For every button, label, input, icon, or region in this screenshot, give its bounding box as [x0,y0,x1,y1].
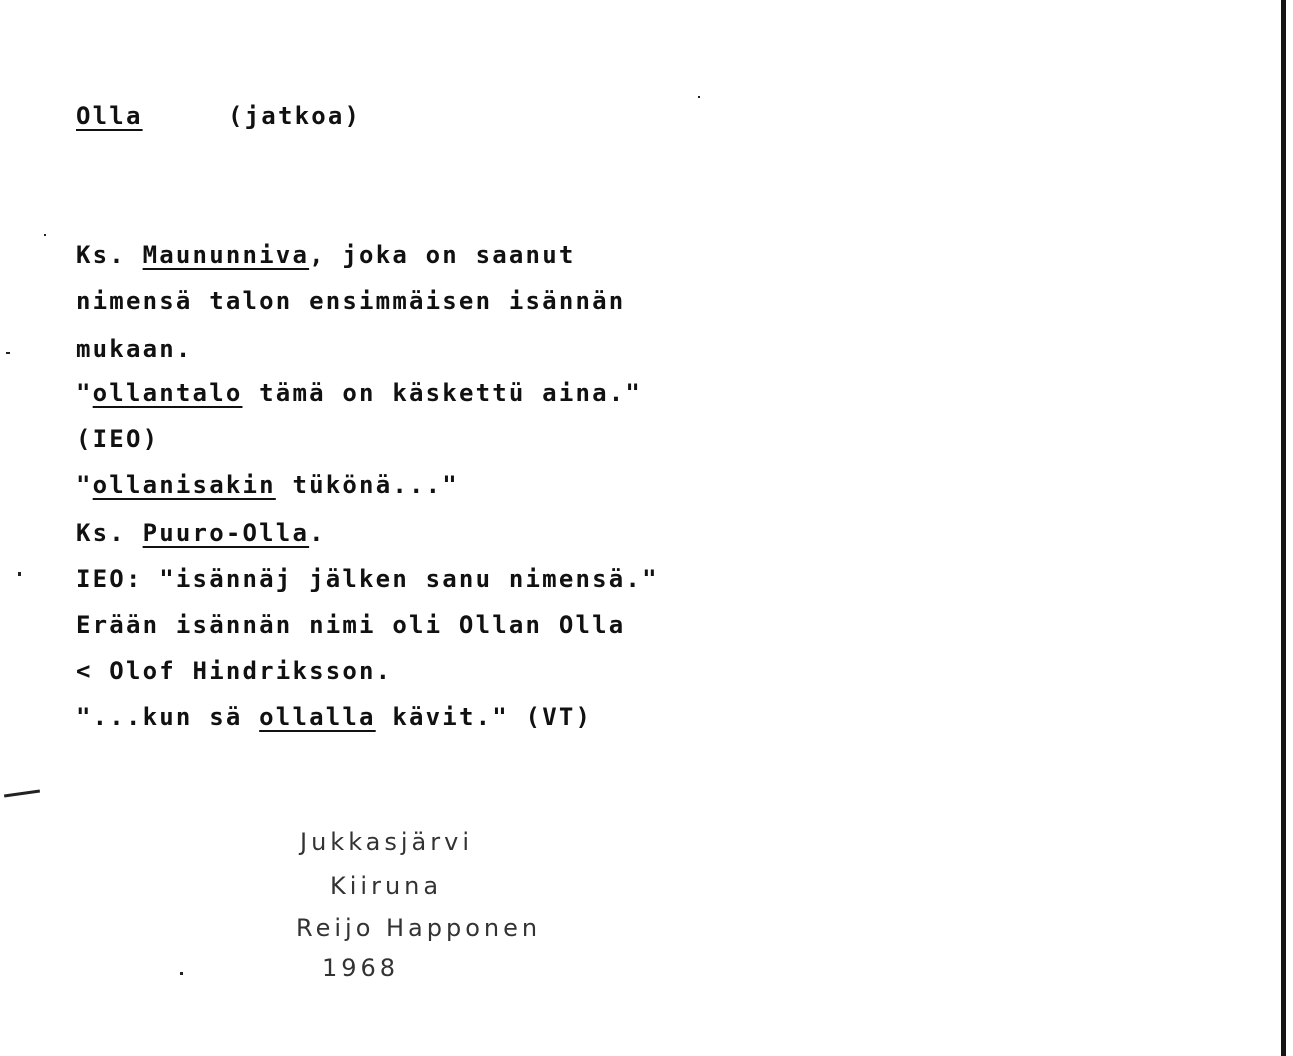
scan-speck [698,96,700,98]
body-line-5: (IEO) [76,425,160,453]
dialect-word-ollanisakin: ollanisakin [92,471,276,499]
body-line-2: nimensä talon ensimmäisen isännän [76,287,626,315]
body-line-1 [76,240,576,270]
body-line-7 [76,518,326,548]
body-line-11 [76,702,592,732]
stamp-collector: Reijo Happonen [296,914,542,942]
line-11-prefix: "...kun sä [76,703,260,731]
body-line-4 [76,378,642,408]
line-6-rest: tükönä..." [275,471,459,499]
quote-open: " [76,379,93,407]
scan-speck [44,234,46,236]
see-also-prefix: Ks. [76,519,143,547]
dialect-word-ollalla: ollalla [259,703,376,731]
scan-speck [180,972,183,975]
see-also-link-maununniva: Maununniva [142,241,310,269]
stamp-year: 1968 [322,954,400,982]
line-11-suffix: kävit." (VT) [375,703,593,731]
headword: Olla [76,102,143,130]
body-line-10: < Olof Hindriksson. [76,657,393,685]
see-also-prefix: Ks. [76,241,143,269]
scan-speck [6,352,10,354]
scan-speck [18,572,21,576]
body-line-3: mukaan. [76,335,193,363]
see-also-link-puuro-olla: Puuro-Olla [142,519,310,547]
stamp-place: Jukkasjärvi [300,828,473,856]
body-line-6 [76,470,459,500]
dialect-word-ollantalo: ollantalo [92,379,243,407]
body-line-9: Erään isännän nimi oli Ollan Olla [76,611,626,639]
scan-mark [4,790,40,798]
stamp-town: Kiiruna [330,872,443,900]
line-7-suffix: . [309,519,326,547]
body-line-8: IEO: "isännäj jälken sanu nimensä." [76,565,659,593]
line-1-suffix: , joka on saanut [309,241,576,269]
continuation-note: (jatkoa) [228,102,362,130]
quote-open: " [76,471,93,499]
card-edge-border [1281,0,1286,1056]
line-4-rest: tämä on käskettü aina." [242,379,643,407]
